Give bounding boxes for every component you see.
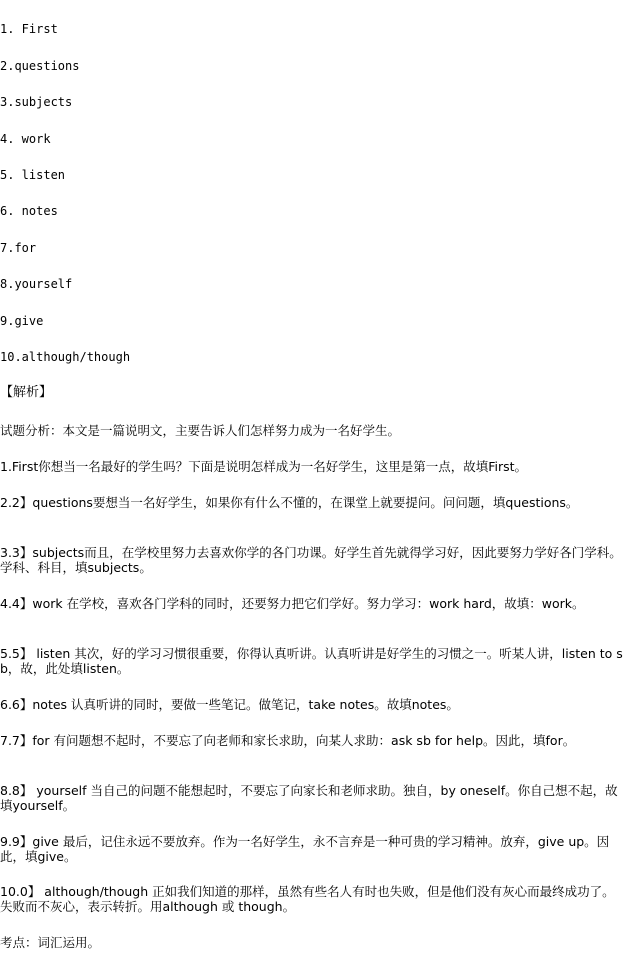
answer-item-1: 1. First bbox=[0, 22, 58, 36]
answer-item-4: 4. work bbox=[0, 132, 51, 146]
explanation-9: 9.9】give 最后，记住永远不要放弃。作为一名好学生，永不言弃是一种可贵的学习精神。放弃，give up。因此，填give。 bbox=[0, 834, 610, 864]
answer-item-6: 6. notes bbox=[0, 204, 58, 218]
answer-item-5: 5. listen bbox=[0, 168, 66, 182]
explanation-1: 1.First你想当一名最好的学生吗？下面是说明怎样成为一名好学生，这里是第一点，故填First。 bbox=[0, 459, 528, 474]
explanation-5: 5.5】 listen 其次，好的学习习惯很重要，你得认真听讲。认真听讲是好学生的习惯之一。听某人讲，listen to sb，故，此处填listen。 bbox=[0, 646, 623, 676]
answer-item-9: 9.give bbox=[0, 314, 44, 328]
analysis-summary: 试题分析：本文是一篇说明文，主要告诉人们怎样努力成为一名好学生。 bbox=[0, 423, 401, 438]
answer-item-3: 3.subjects bbox=[0, 95, 73, 109]
explanation-7: 7.7】for 有问题想不起时，不要忘了向老师和家长求助，向某人求助：ask sb for help。因此，填for。 bbox=[0, 733, 576, 748]
analysis-heading: 【解析】 bbox=[0, 385, 53, 400]
answer-item-10: 10.although/though bbox=[0, 350, 131, 364]
answer-item-7: 7.for bbox=[0, 241, 37, 255]
topic-note: 考点：词汇运用。 bbox=[0, 935, 101, 950]
explanation-6: 6.6】notes 认真听讲的同时，要做一些笔记。做笔记，take notes。故填notes。 bbox=[0, 697, 459, 712]
answer-item-2: 2.questions bbox=[0, 59, 80, 73]
explanation-2: 2.2】questions要想当一名好学生，如果你有什么不懂的，在课堂上就要提问。问问题，填questions。 bbox=[0, 495, 579, 510]
explanation-3: 3.3】subjects而且，在学校里努力去喜欢你学的各门功课。好学生首先就得学习好，因此要努力学好各门学科。学科、科目，填subjects。 bbox=[0, 545, 622, 575]
explanation-10: 10.0】 although/though 正如我们知道的那样，虽然有些名人有时也失败，但是他们没有灰心而最终成功了。失败而不灰心，表示转折。用although 或 though。 bbox=[0, 884, 615, 914]
answer-item-8: 8.yourself bbox=[0, 277, 73, 291]
explanation-8: 8.8】 yourself 当自己的问题不能想起时，不要忘了向家长和老师求助。独自，by oneself。你自己想不起，故填yourself。 bbox=[0, 783, 618, 813]
explanation-4: 4.4】work 在学校，喜欢各门学科的同时，还要努力把它们学好。努力学习：work hard，故填：work。 bbox=[0, 596, 585, 611]
